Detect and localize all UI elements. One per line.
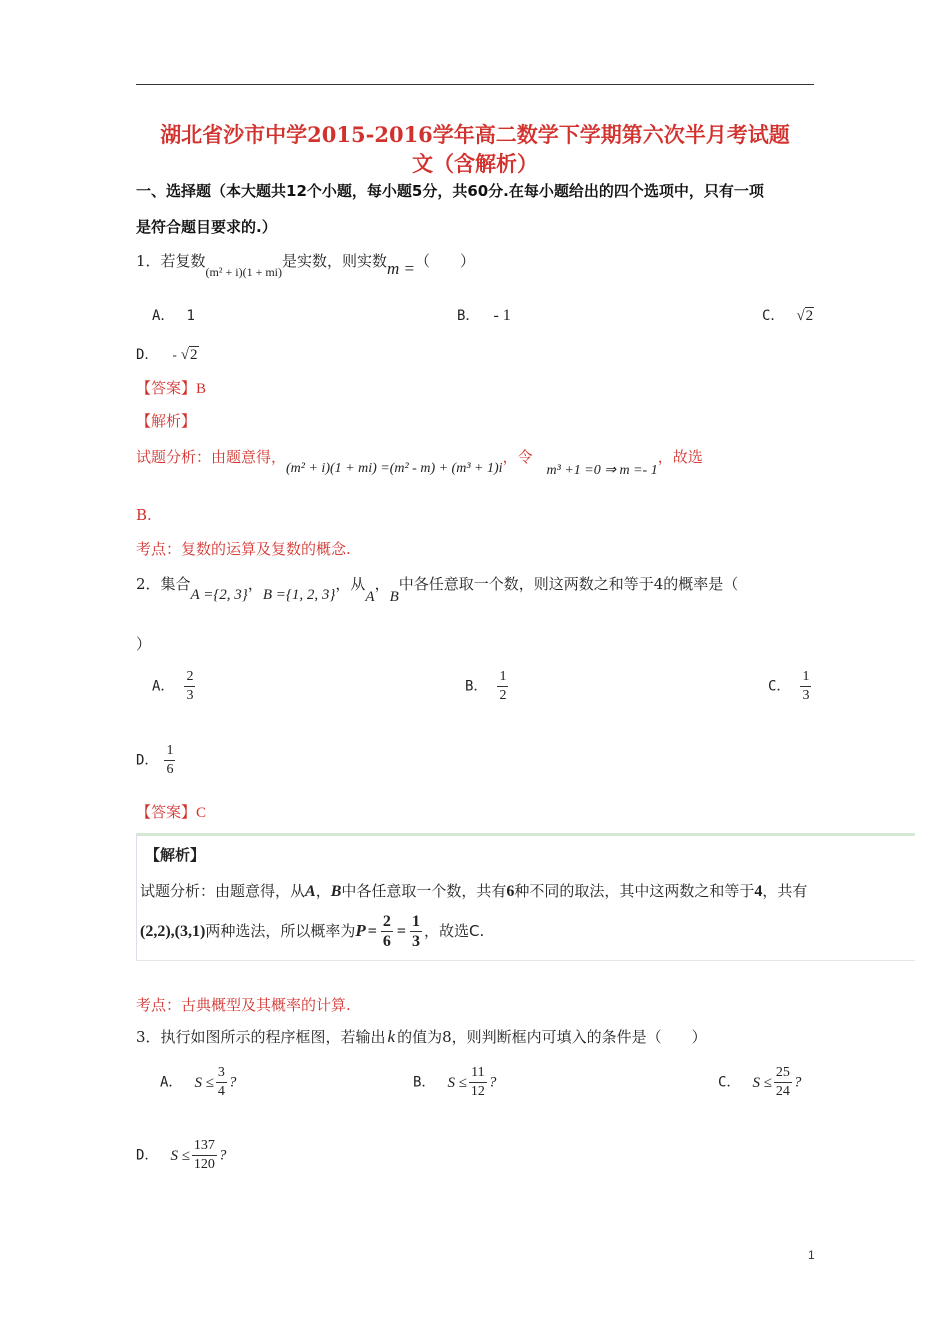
fraction-num: 1 [497, 668, 508, 687]
analysis-prefix: 试题分析：由题意得， [136, 448, 287, 466]
q2-prefix: 2．集合 [136, 575, 191, 593]
q1-paren: （ ） [415, 252, 476, 270]
fraction-num: 11 [469, 1064, 486, 1083]
q2-option-a[interactable] [152, 668, 197, 705]
doc-title [136, 120, 814, 178]
section-heading-line1: 一、选择题（本大题共12个小题，每小题5分，共60分.在每小题给出的四个选项中，只有一项 [136, 182, 764, 200]
q3-prefix: 3．执行如图所示的程序框图，若输出 [136, 1028, 386, 1046]
q2-option-d[interactable] [136, 742, 177, 779]
q1-prefix: 1．若复数 [136, 252, 206, 270]
fraction-num: 1 [800, 668, 811, 687]
fraction-num: 1 [411, 913, 420, 930]
fraction-den: 24 [775, 1084, 790, 1099]
q2-set-a: A ={2, 3} [190, 587, 248, 603]
q2-close: ） [136, 635, 152, 653]
q2-option-b[interactable] [465, 668, 510, 705]
q1-option-c[interactable] [762, 305, 814, 325]
fraction [216, 1064, 227, 1101]
box-text: ，共有 [762, 882, 808, 900]
fraction-den: 2 [499, 688, 507, 703]
q3-option-b[interactable] [413, 1064, 496, 1101]
box-line2 [140, 912, 484, 951]
fraction-num: 137 [192, 1137, 217, 1156]
sqrt-radicand: 2 [805, 308, 814, 324]
fraction [497, 668, 508, 705]
box-pairs: (2,2),(3,1) [140, 923, 206, 940]
q1-mid: 是实数，则实数 [282, 252, 388, 270]
analysis-comma: ，令 [502, 448, 533, 466]
option-value: √2 [180, 347, 198, 363]
q3-stem [136, 1026, 707, 1047]
fraction-den: 4 [217, 1084, 225, 1099]
option-s: S ≤ [170, 1147, 190, 1164]
fraction-num: 25 [774, 1064, 792, 1083]
doc-title-line2: 文（含解析） [412, 151, 538, 176]
box-text: 种不同的取法，其中这两数之和等于 [514, 882, 755, 900]
box-fraction [381, 912, 393, 951]
option-label: C． [718, 1074, 741, 1091]
analysis-expr: (m² + i)(1 + mi) =(m² - m) + (m³ + 1)i [286, 461, 503, 476]
option-q: ? [228, 1074, 237, 1091]
q3-option-d[interactable] [136, 1137, 226, 1174]
box-text: 中各任意取一个数，共有 [341, 882, 507, 900]
q2-set-b: B ={1, 2, 3} [262, 587, 336, 603]
fraction-num: 2 [184, 668, 195, 687]
q1-var: m = [387, 259, 416, 278]
option-value: √2 [796, 308, 814, 324]
box-text: ，故选C. [423, 922, 485, 940]
option-label: A． [152, 308, 175, 324]
box-fraction [410, 912, 422, 951]
q2-var-b: B [389, 589, 399, 605]
box-var-p: P [355, 921, 366, 940]
q1-option-a[interactable] [152, 305, 195, 325]
option-label: C． [768, 678, 791, 695]
box-number: 4 [754, 883, 763, 900]
fraction [774, 1064, 792, 1101]
q2-comma: ， [374, 575, 390, 593]
option-value: 1 [186, 308, 195, 324]
box-heading: 【解析】 [145, 846, 206, 864]
q3-var: k [387, 1027, 396, 1046]
option-q: ? [488, 1074, 497, 1091]
section-heading-line2: 是符合题目要求的.） [136, 218, 277, 236]
sqrt-radicand: 2 [190, 347, 198, 363]
q2-analysis-box [136, 833, 915, 961]
q2-answer [136, 801, 206, 822]
option-s: S ≤ [194, 1074, 214, 1091]
fraction [800, 668, 811, 705]
q3-rest: 的值为8，则判断框内可填入的条件是（ ） [397, 1028, 707, 1046]
fraction-den: 6 [382, 933, 391, 950]
q1-option-b[interactable] [457, 305, 511, 325]
option-q: ? [793, 1074, 802, 1091]
q2-from: ，从 [335, 575, 366, 593]
option-q: ? [218, 1147, 227, 1164]
answer-label: 【答案】 [136, 803, 197, 821]
box-comma: ， [315, 882, 331, 900]
fraction [192, 1137, 217, 1174]
fraction-den: 12 [470, 1084, 485, 1099]
q1-analysis-end: B. [136, 506, 152, 524]
fraction [184, 668, 195, 705]
fraction-num: 1 [164, 742, 175, 761]
box-eq: = [396, 923, 406, 940]
q1-point: 考点：复数的运算及复数的概念. [136, 540, 351, 558]
q1-analysis-label: 【解析】 [136, 412, 197, 430]
q1-option-d[interactable] [136, 344, 199, 364]
q1-expr: (m² + i)(1 + mi) [205, 265, 282, 279]
q2-stem [136, 573, 739, 605]
fraction-num: 2 [382, 913, 391, 930]
option-s: S ≤ [752, 1074, 772, 1091]
option-label: A． [152, 678, 175, 695]
fraction-den: 3 [802, 688, 810, 703]
q1-answer [136, 377, 206, 398]
fraction-den: 3 [186, 688, 194, 703]
option-label: A． [160, 1074, 183, 1091]
fraction-den: 120 [193, 1157, 215, 1172]
answer-value: B [196, 381, 207, 397]
option-label: B． [457, 308, 480, 324]
fraction-num: 3 [216, 1064, 227, 1083]
header-rule [136, 84, 814, 85]
page-number: 1 [808, 1248, 815, 1262]
box-number: 6 [506, 883, 515, 900]
option-label: D． [136, 347, 159, 363]
fraction [164, 742, 175, 779]
answer-label: 【答案】 [136, 379, 197, 397]
option-label: D． [136, 752, 159, 769]
option-label: B． [413, 1074, 436, 1091]
answer-value: C [196, 805, 207, 821]
box-line1 [140, 880, 807, 901]
q1-stem [136, 250, 476, 279]
box-text: 两种选法，所以概率为 [205, 922, 356, 940]
box-var-a: A [305, 883, 316, 900]
box-text: 试题分析：由题意得，从 [140, 882, 306, 900]
q2-point: 考点：古典概型及其概率的计算. [136, 996, 351, 1014]
box-var-b: B [330, 883, 342, 900]
option-label: C． [762, 308, 785, 324]
q2-rest: 中各任意取一个数，则这两数之和等于4的概率是（ [398, 575, 739, 593]
q2-var-a: A [365, 589, 375, 605]
analysis-expr2: m³ +1 =0 ⇒ m =- 1 [546, 463, 658, 478]
analysis-suffix: ，故选 [657, 448, 703, 466]
option-label: D． [136, 1147, 159, 1164]
fraction-den: 6 [166, 762, 174, 777]
fraction-den: 3 [411, 933, 420, 950]
q3-option-a[interactable] [160, 1064, 236, 1101]
q2-option-c[interactable] [768, 668, 813, 705]
option-s: S ≤ [447, 1074, 467, 1091]
doc-title-line1: 湖北省沙市中学2015-2016学年高二数学下学期第六次半月考试题 [160, 122, 790, 147]
option-label: B． [465, 678, 488, 695]
option-value: - 1 [493, 307, 511, 324]
q2-sep: ， [247, 575, 263, 593]
box-eq: = [367, 923, 377, 940]
option-sign: - [172, 347, 177, 362]
q1-analysis [136, 446, 703, 478]
q3-option-c[interactable] [718, 1064, 801, 1101]
fraction [469, 1064, 487, 1101]
